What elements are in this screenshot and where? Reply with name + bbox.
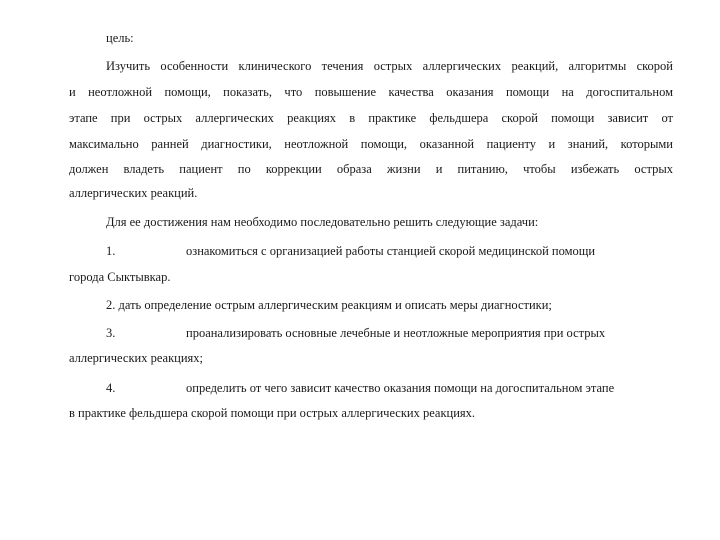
task-1-number: 1. — [106, 244, 116, 258]
task-4-text-line-1: определить от чего зависит качество оказания помощи на догоспитальном этапе — [186, 381, 615, 395]
task-2-text: 2. дать определение острым аллергическим реакциям и описать меры диагностики; — [106, 298, 552, 312]
task-1-text-line-2: города Сыктывкар. — [69, 270, 171, 284]
task-1-text-line-1: ознакомиться с организацией работы станцией скорой медицинской помощи — [186, 244, 596, 258]
tasks-intro: Для ее достижения нам необходимо последовательно решить следующие задачи: — [106, 215, 539, 229]
task-3-text-line-2: аллергических реакциях; — [69, 351, 204, 365]
task-4-number: 4. — [106, 381, 116, 395]
goal-label: цель: — [106, 31, 134, 45]
goal-line-1: Изучить особенности клинического течения острых аллергических реакций, алгоритмы скорой — [106, 59, 673, 73]
goal-line-5: должен владеть пациент по коррекции образа жизни и питанию, чтобы избежать острых — [69, 162, 673, 176]
goal-line-6: аллергических реакций. — [69, 186, 198, 200]
goal-line-4: максимально ранней диагностики, неотложной помощи, оказанной пациенту и знаний, которыми — [69, 137, 673, 151]
task-3-number: 3. — [106, 326, 116, 340]
task-4-text-line-2: в практике фельдшера скорой помощи при острых аллергических реакциях. — [69, 406, 476, 420]
task-3-text-line-1: проанализировать основные лечебные и неотложные мероприятия при острых — [186, 326, 606, 340]
goal-line-3: этапе при острых аллергических реакциях в практике фельдшера скорой помощи зависит от — [69, 111, 673, 125]
goal-line-2: и неотложной помощи, показать, что повышение качества оказания помощи на догоспитальном — [69, 85, 673, 99]
